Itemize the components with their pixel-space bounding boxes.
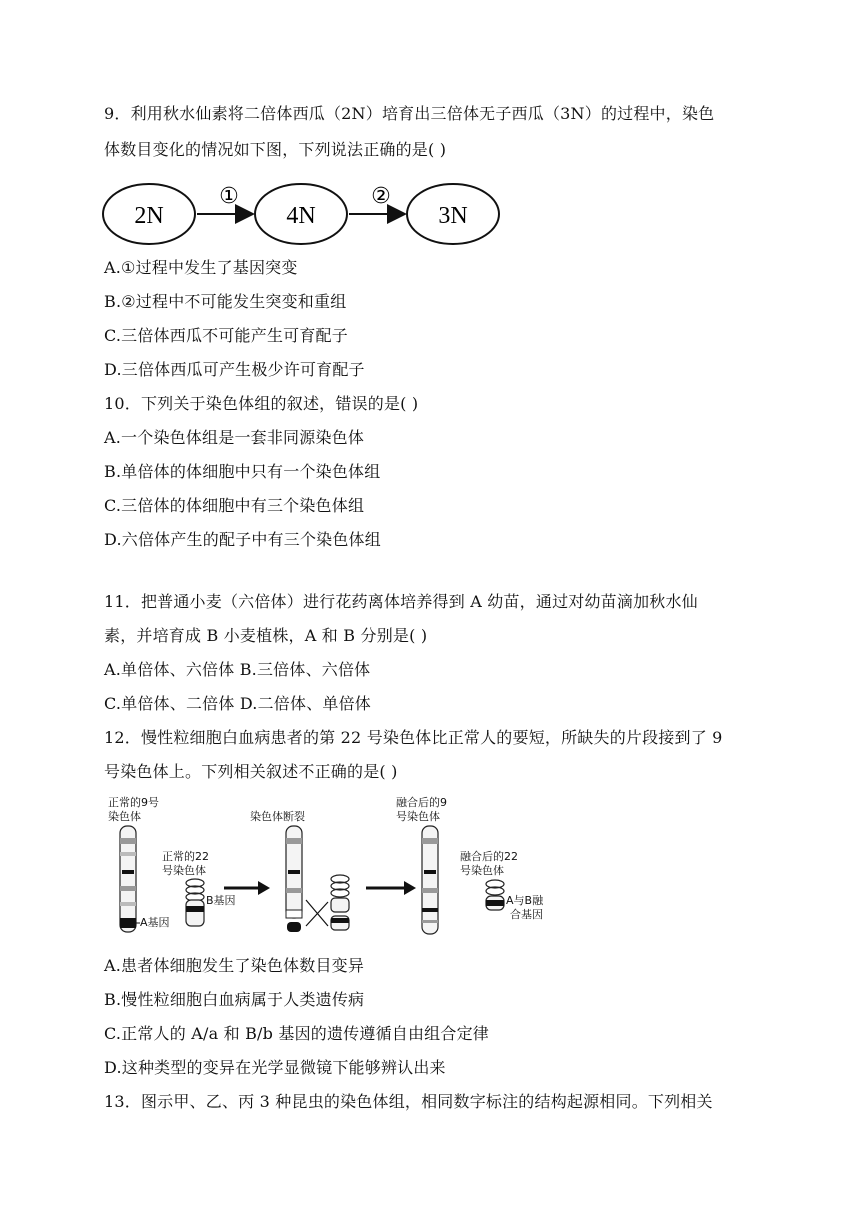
label-fused9-1: 融合后的9 bbox=[396, 796, 447, 809]
q12-option-c: C.正常人的 A/a 和 B/b 基因的遗传遵循自由组合定律 bbox=[104, 1024, 489, 1043]
label-fused22-1: 融合后的22 bbox=[460, 850, 518, 863]
q12-stem-line2: 号染色体上。下列相关叙述不正确的是( ) bbox=[104, 762, 398, 781]
q10-stem: 10．下列关于染色体组的叙述，错误的是( ) bbox=[104, 394, 419, 413]
q9-stem-line2: 体数目变化的情况如下图，下列说法正确的是( ) bbox=[104, 140, 447, 159]
q11-options-row2: C.单倍体、二倍体 D.二倍体、单倍体 bbox=[104, 694, 371, 713]
q10-option-c: C.三倍体的体细胞中有三个染色体组 bbox=[104, 496, 365, 515]
node-2n-label: 2N bbox=[134, 203, 164, 229]
normal-chromosome-9 bbox=[120, 826, 136, 932]
label-fusion-ab-2: 合基因 bbox=[510, 908, 543, 921]
q12-option-d: D.这种类型的变异在光学显微镜下能够辨认出来 bbox=[104, 1058, 446, 1077]
q12-stem-line1: 12．慢性粒细胞白血病患者的第 22 号染色体比正常人的要短，所缺失的片段接到了 9 bbox=[104, 728, 723, 747]
q10-option-b: B.单倍体的体细胞中只有一个染色体组 bbox=[104, 462, 381, 481]
breaking-chromosome-22 bbox=[331, 875, 349, 930]
q12-chromosome-figure bbox=[100, 792, 570, 944]
node-4n-label: 4N bbox=[286, 203, 316, 229]
label-fusion-ab-1: A与B融 bbox=[506, 894, 544, 907]
fused-chromosome-22 bbox=[486, 880, 504, 910]
normal-chromosome-22 bbox=[186, 879, 204, 926]
q9-option-a: A.①过程中发生了基因突变 bbox=[104, 258, 298, 277]
q11-options-row1: A.单倍体、六倍体 B.三倍体、六倍体 bbox=[104, 660, 371, 679]
q11-stem-line2: 素，并培育成 B 小麦植株，A 和 B 分别是( ) bbox=[104, 626, 428, 645]
q12-option-a: A.患者体细胞发生了染色体数目变异 bbox=[104, 956, 365, 975]
node-3n-label: 3N bbox=[438, 203, 468, 229]
step-2-label: ② bbox=[371, 184, 391, 209]
q9-option-d: D.三倍体西瓜可产生极少许可育配子 bbox=[104, 360, 365, 379]
label-normal22-2: 号染色体 bbox=[162, 864, 206, 877]
q13-stem-line1: 13．图示甲、乙、丙 3 种昆虫的染色体组，相同数字标注的结构起源相同。下列相关 bbox=[104, 1092, 713, 1111]
q9-ploidy-diagram bbox=[100, 180, 510, 250]
q11-stem-line1: 11．把普通小麦（六倍体）进行花药离体培养得到 A 幼苗，通过对幼苗滴加秋水仙 bbox=[104, 592, 698, 611]
breaking-chromosome-9 bbox=[286, 826, 302, 932]
label-normal9-2: 染色体 bbox=[108, 810, 141, 823]
label-fused22-2: 号染色体 bbox=[460, 864, 504, 877]
label-gene-a: A基因 bbox=[140, 916, 170, 929]
label-normal9-1: 正常的9号 bbox=[108, 796, 159, 809]
q9-option-c: C.三倍体西瓜不可能产生可育配子 bbox=[104, 326, 348, 345]
q12-option-b: B.慢性粒细胞白血病属于人类遗传病 bbox=[104, 990, 365, 1009]
q10-option-d: D.六倍体产生的配子中有三个染色体组 bbox=[104, 530, 381, 549]
fused-chromosome-9 bbox=[422, 826, 438, 934]
q9-option-b: B.②过程中不可能发生突变和重组 bbox=[104, 292, 347, 311]
q9-stem-line1: 9．利用秋水仙素将二倍体西瓜（2N）培育出三倍体无子西瓜（3N）的过程中，染色 bbox=[104, 104, 715, 123]
label-break: 染色体断裂 bbox=[250, 810, 305, 823]
step-1-label: ① bbox=[219, 184, 239, 209]
label-gene-b: B基因 bbox=[206, 894, 236, 907]
q10-option-a: A.一个染色体组是一套非同源染色体 bbox=[104, 428, 365, 447]
label-fused9-2: 号染色体 bbox=[396, 810, 440, 823]
label-normal22-1: 正常的22 bbox=[162, 850, 209, 863]
